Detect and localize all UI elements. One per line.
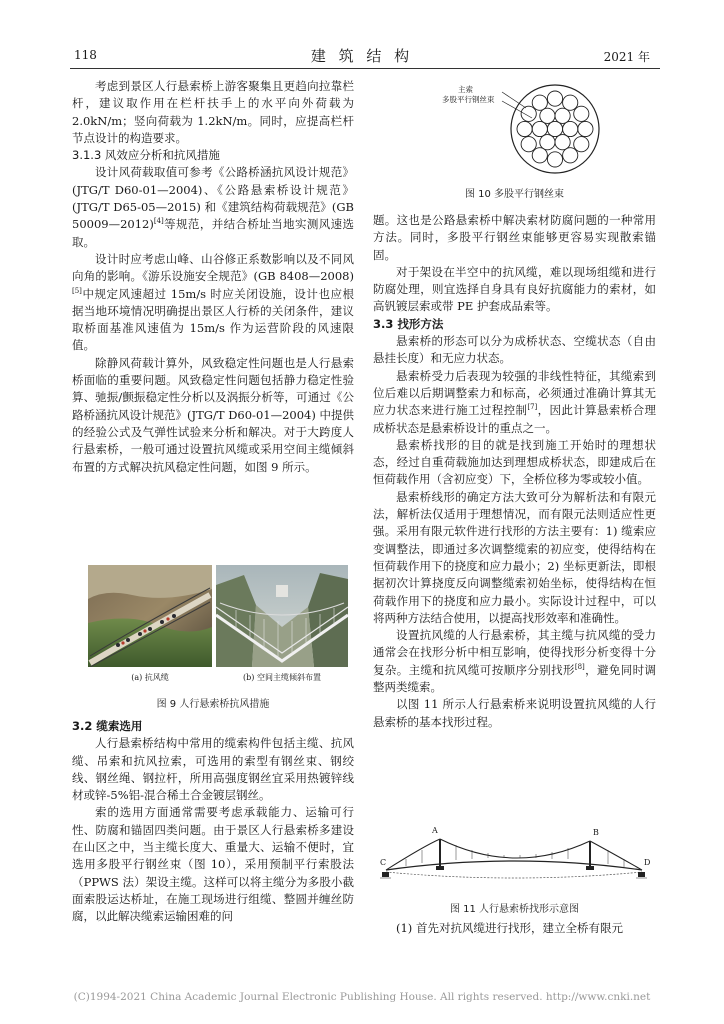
paragraph-continued: 题。这也是公路悬索桥中解决索材防腐问题的一种常用方法。同时，多股平行钢丝束能够更容易实现散索锚固。	[373, 213, 656, 262]
heading-3-1-3: 3.1.3 风效应分析和抗风措施	[72, 148, 220, 163]
figure-11-point-a: A	[432, 826, 438, 835]
figure-9b-label: (b) 空间主缆倾斜布置	[243, 673, 321, 682]
journal-year: 2021 年	[603, 50, 650, 64]
heading-3-2: 3.2 缆索选用	[72, 719, 143, 733]
heading-3-3: 3.3 找形方法	[373, 316, 444, 331]
figure-11-caption: 图 11 人行悬索桥找形示意图	[449, 904, 580, 915]
copyright-footer: (C)1994-2021 China Academic Journal Electronic Publishing House. All rights reserved. http://www.cnki.net	[73, 991, 651, 1003]
paragraph-opening: 考虑到景区人行悬索桥上游客聚集且更趋向拉靠栏杆，建议取作用在栏杆扶手上的水平向外荷载为 2.0kN/m；竖向荷载为 1.2kN/m。同时，应提高栏杆节点设计的构造要求。	[72, 79, 354, 145]
left-column	[72, 78, 354, 476]
paragraph-form-1: 悬索桥的形态可以分为成桥状态、空缆状态（自由悬挂长度）和无应力状态。	[373, 334, 656, 366]
paragraph-cable-1: 人行悬索桥结构中常用的缆索构件包括主缆、抗风缆、吊索和抗风拉索，可选用的索型有钢丝束、钢绞线、钢丝绳、钢拉杆，所用高强度钢丝宜采用热镀锌线材或锌-5%铝-混合稀土合金镀层钢丝。	[72, 736, 354, 803]
figure-9b-photo	[216, 565, 348, 667]
figure-11-point-d: D	[644, 858, 651, 867]
figure-10-diagram	[420, 72, 620, 182]
figure-11-point-b: B	[593, 828, 599, 837]
journal-title: 建 筑 结 构	[310, 47, 414, 65]
citation-7[interactable]: [7]	[527, 403, 538, 412]
figure-11-diagram	[376, 828, 656, 894]
paragraph-step-1: (1) 首先对抗风缆进行找形，建立全桥有限元	[396, 921, 623, 935]
paragraph-form-5: 设置抗风缆的人行悬索桥，其主缆与抗风缆的受力通常会在找形分析中相互影响，使得找形分析变得十分复杂。主缆和抗风缆可按顺序分别找形[8]，避免同时调整两类缆索。	[373, 628, 657, 695]
paragraph-wind-cable: 对于架设在半空中的抗风缆，难以现场组缆和进行防腐处理，则宜选择自身具有良好抗腐能力的索材，如高钒镀层索或带 PE 护套成品索等。	[373, 264, 656, 314]
paragraph-cable-2: 索的选用方面通常需要考虑承载能力、运输可行性、防腐和锚固四类问题。由于景区人行悬索桥多建设在山区之中，当主缆长度大、重量大、运输不便时，宜选用多股平行钢丝束（图 10），采用预制平行索股法（PPWS 法）架设主缆。这样可以将主缆分为多股小截面索股运达桥址，在施工现场进行组缆、整圆并缠丝防腐，以此解决缆索运输困难的问	[72, 805, 354, 924]
figure-10-caption: 图 10 多股平行钢丝束	[464, 189, 565, 200]
figure-10-label-main: 主索	[458, 85, 473, 94]
right-column-lower	[373, 920, 656, 937]
wind-cable-photo-icon	[88, 565, 212, 667]
figure-11-point-c: C	[380, 858, 387, 867]
left-column-lower	[72, 718, 354, 926]
citation-8[interactable]: [8]	[574, 662, 585, 671]
paragraph-wind-3: 除静风荷载计算外，风致稳定性问题也是人行悬索桥面临的重要问题。风致稳定性问题包括静力稳定性验算、驰振/颤振稳定性分析以及涡振分析等，可通过《公路桥涵抗风设计规范》(JTG/T D60-01—2004) 中提供的经验公式及气弹性试验来分析和解决。对于大跨度人行悬索桥，一般可通过设置抗风缆或采用空间主缆倾斜布置的方式解决抗风稳定性问题，如图 9 所示。	[72, 355, 354, 474]
figure-10-label-strand: 多股平行钢丝束	[442, 95, 495, 104]
parallel-wire-strand-section-icon	[420, 72, 620, 182]
paragraph-form-4: 悬索桥线形的确定方法大致可分为解析法和有限元法，解析法仅适用于理想情况，而有限元法则适应性更强。采用有限元软件进行找形的方法主要有：1) 缆索应变调整法，即通过多次调整缆索的初应变，使得结构在恒荷载作用下的挠度和应力最小；2) 坐标更新法，即根据初次计算挠度反向调整缆索初始坐标，使得结构在恒荷载作用下的挠度和应力最小。实际设计过程中，可以将两种方法结合使用，以提高找形效率和准确性。	[373, 489, 656, 625]
figure-9a-label: (a) 抗风缆	[131, 673, 169, 682]
paragraph-form-2: 悬索桥受力后表现为较强的非线性特征，其缆索到位后难以后期调整索力和标高，必须通过准确计算其无应力状态来进行施工过程控制[7]，因此计算悬索桥合理成桥状态是悬索桥设计的重点之一。	[373, 368, 657, 435]
page-number: 118	[74, 48, 97, 62]
paragraph-form-6: 以图 11 所示人行悬索桥来说明设置抗风缆的人行悬索桥的基本找形过程。	[373, 697, 656, 729]
right-column	[373, 212, 656, 731]
inclined-cable-bridge-photo-icon	[216, 565, 348, 667]
suspension-bridge-form-finding-icon	[376, 828, 656, 894]
citation-5[interactable]: [5]	[72, 286, 82, 295]
citation-4[interactable]: [4]	[153, 217, 164, 226]
paragraph-form-3: 悬索桥找形的目的就是找到施工开始时的理想状态，经过自重荷载施加达到理想成桥状态，即建成后在恒荷载作用（含初应变）下，全桥位移为零或较小值。	[373, 437, 656, 487]
header-rule	[70, 68, 660, 69]
paragraph-wind-2: 设计时应考虑山峰、山谷修正系数影响以及不同风向角的影响。《游乐设施安全规范》(GB 8408—2008)[5]中规定风速超过 15m/s 时应关闭设施，设计也应根据当地环境情况明确提出景区人行桥的关闭条件，建议取桥面基准风速值为 15m/s 作为运营阶段的风速限值。	[72, 251, 354, 353]
figure-9a-photo	[88, 565, 212, 667]
figure-9-caption: 图 9 人行悬索桥抗风措施	[156, 699, 270, 710]
paragraph-wind-1: 设计风荷载取值可参考《公路桥涵抗风设计规范》(JTG/T D60-01—2004)、《公路悬索桥设计规范》(JTG/T D65-05—2015) 和《建筑结构荷载规范》(GB 50009—2012)[4]等规范，并结合桥址当地实测风速选取。	[72, 165, 354, 249]
